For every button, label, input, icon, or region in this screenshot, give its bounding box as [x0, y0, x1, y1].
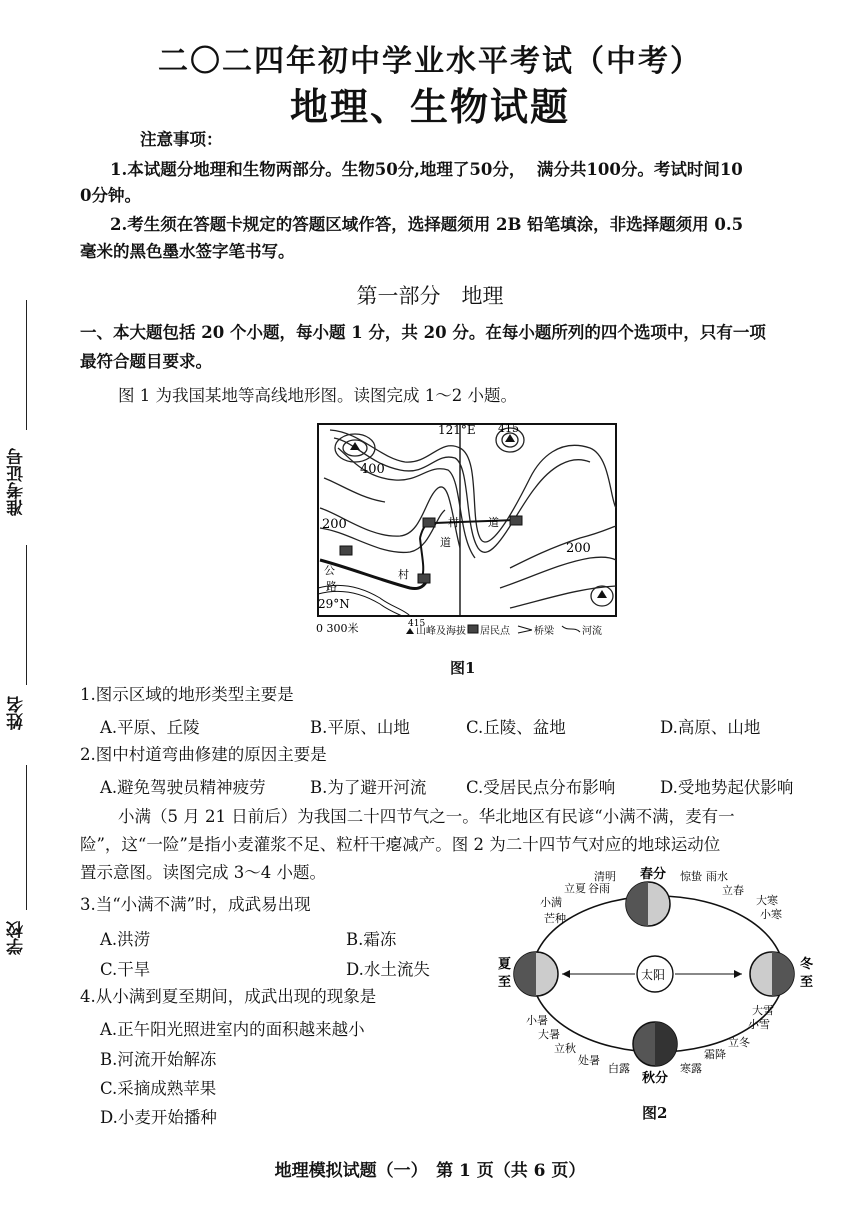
earth-winter	[750, 952, 794, 996]
term-autumn-equinox: 秋分	[642, 1071, 669, 1086]
term-winter-solstice-2: 至	[800, 975, 814, 990]
legend-river-icon	[562, 626, 580, 632]
side-label-school: 学校	[7, 921, 27, 955]
q3-option-b: B.霜冻	[346, 930, 397, 949]
peak-icon	[505, 434, 515, 442]
legend-bridge: 桥梁	[534, 626, 554, 637]
term-xiaoshu: 小暑	[526, 1014, 548, 1027]
q2-option-b: B.为了避开河流	[310, 778, 427, 797]
q3-option-a: A.洪涝	[100, 930, 151, 949]
term-mangzhong: 芒种	[544, 912, 566, 925]
term-dahan: 大寒	[756, 894, 778, 907]
term-liqiu: 立秋	[554, 1042, 576, 1055]
term-lixia: 立夏	[564, 882, 586, 895]
settlement-icon	[418, 574, 430, 583]
question-3: 3.当“小满不满”时，成武易出现	[80, 895, 311, 914]
q2-option-a: A.避免驾驶员精神疲劳	[100, 778, 266, 797]
legend-scale: 0 300米	[316, 622, 359, 635]
legend-settlement: 居民点	[480, 626, 510, 637]
intro2-line2: 险”，这“一险”是指小麦灌浆不足、粒杆干瘪减产。图 2 为二十四节气对应的地球运动位	[80, 835, 721, 854]
term-bailu: 白露	[608, 1062, 630, 1075]
exam-title: 二〇二四年初中学业水平考试（中考）	[158, 44, 702, 79]
intro2-line3: 置示意图。读图完成 3～4 小题。	[80, 863, 326, 882]
sun-label: 太阳	[641, 968, 666, 982]
q4-option-a: A.正午阳光照进室内的面积越来越小	[100, 1020, 365, 1039]
q4-option-d: D.小麦开始播种	[100, 1108, 217, 1127]
road-label: 道	[488, 516, 499, 529]
term-summer-solstice-2: 至	[498, 975, 512, 990]
term-qingming: 清明	[594, 870, 616, 883]
term-spring-equinox: 春分	[640, 867, 667, 882]
q1-option-b: B.平原、山地	[310, 718, 410, 737]
contour-map	[310, 418, 630, 650]
part1-instruction-line2: 最符合题目要求。	[80, 352, 212, 371]
page-footer: 地理模拟试题（一） 第 1 页（共 6 页）	[274, 1161, 586, 1181]
legend-peak-number: 415	[408, 619, 426, 629]
figure1-caption: 图1	[450, 659, 476, 677]
notice-heading: 注意事项：	[140, 130, 223, 149]
term-summer-solstice-1: 夏	[498, 957, 512, 972]
settlement-icon	[423, 518, 435, 527]
term-lidong: 立冬	[728, 1036, 750, 1049]
term-xiaohan: 小寒	[760, 908, 782, 921]
term-jingzhe: 惊蛰	[680, 870, 702, 883]
notice-item1-line2: 0分钟。	[80, 186, 141, 205]
road-label: 路	[326, 580, 337, 593]
notice-item1-line1: 1.本试题分地理和生物两部分。生物50分,地理了50分， 满分共100分。考试时间10	[110, 160, 743, 179]
settlement-icon	[340, 546, 352, 555]
figure2-caption: 图2	[642, 1104, 668, 1122]
contour-lines	[320, 428, 616, 608]
ticket-line	[26, 300, 27, 430]
term-xiaoxue: 小雪	[748, 1018, 770, 1031]
earth-autumn	[633, 1022, 677, 1066]
road-label: 村	[448, 516, 459, 529]
q1-option-c: C.丘陵、盆地	[466, 718, 566, 737]
peak-icon	[597, 590, 607, 598]
earth-orbit-diagram	[490, 860, 830, 1092]
q1-option-a: A.平原、丘陵	[100, 718, 200, 737]
term-winter-solstice-1: 冬	[800, 957, 814, 972]
q1-option-d: D.高原、山地	[660, 718, 761, 737]
figure1-intro: 图 1 为我国某地等高线地形图。读图完成 1～2 小题。	[118, 386, 517, 405]
term-xiaoman: 小满	[540, 896, 562, 909]
q2-option-d: D.受地势起伏影响	[660, 778, 794, 797]
side-label-name: 姓名	[7, 696, 27, 730]
term-lichun: 立春	[722, 884, 744, 897]
term-hanlu: 寒露	[680, 1062, 702, 1075]
legend-peak: 山峰及海拔	[416, 626, 466, 637]
contour-label-200-east: 200	[566, 541, 591, 556]
road-label: 道	[440, 536, 451, 549]
subject-title: 地理、生物试题	[289, 84, 570, 129]
road-label: 公	[324, 564, 335, 577]
q2-option-c: C.受居民点分布影响	[466, 778, 616, 797]
q4-option-b: B.河流开始解冻	[100, 1050, 217, 1069]
question-1: 1.图示区域的地形类型主要是	[80, 685, 294, 704]
legend-settlement-icon	[468, 625, 478, 633]
legend-river: 河流	[582, 626, 602, 637]
legend-bridge-icon	[518, 626, 532, 633]
earth-summer	[514, 952, 558, 996]
contour-label-400: 400	[360, 462, 385, 477]
q3-option-c: C.干旱	[100, 960, 151, 979]
term-yushui: 雨水	[706, 870, 728, 883]
term-dashu: 大暑	[538, 1028, 560, 1041]
q3-option-d: D.水土流失	[346, 960, 430, 979]
longitude-label: 121°E	[438, 423, 476, 437]
earth-spring	[626, 882, 670, 926]
q4-option-c: C.采摘成熟苹果	[100, 1079, 217, 1098]
intro2-line1: 小满（5 月 21 日前后）为我国二十四节气之一。华北地区有民谚“小满不满，麦有一	[118, 807, 735, 826]
road-label: 村	[398, 568, 409, 581]
side-label-ticket: 准考证号	[7, 448, 27, 516]
notice-item2-line2: 毫米的黑色墨水签字笔书写。	[80, 242, 295, 261]
settlement-icon	[510, 516, 522, 525]
question-4: 4.从小满到夏至期间，成武出现的现象是	[80, 987, 377, 1006]
term-daxue: 大雪	[752, 1004, 774, 1017]
name-line	[26, 545, 27, 685]
notice-item2-line1: 2.考生须在答题卡规定的答题区域作答，选择题须用 2B 铅笔填涂，非选择题须用 0.5	[110, 215, 744, 234]
part1-title: 第一部分 地理	[356, 284, 504, 308]
term-guyu: 谷雨	[588, 882, 610, 895]
term-chushu: 处暑	[578, 1054, 600, 1067]
question-2: 2.图中村道弯曲修建的原因主要是	[80, 745, 327, 764]
peak-label: 415	[498, 422, 519, 435]
latitude-label: 29°N	[318, 597, 350, 611]
school-line	[26, 765, 27, 910]
contour-label-200-west: 200	[322, 517, 347, 532]
term-shuangjiang: 霜降	[704, 1048, 726, 1061]
part1-instruction-line1: 一、本大题包括 20 个小题，每小题 1 分，共 20 分。在每小题所列的四个选项中，只有一项	[80, 323, 766, 342]
